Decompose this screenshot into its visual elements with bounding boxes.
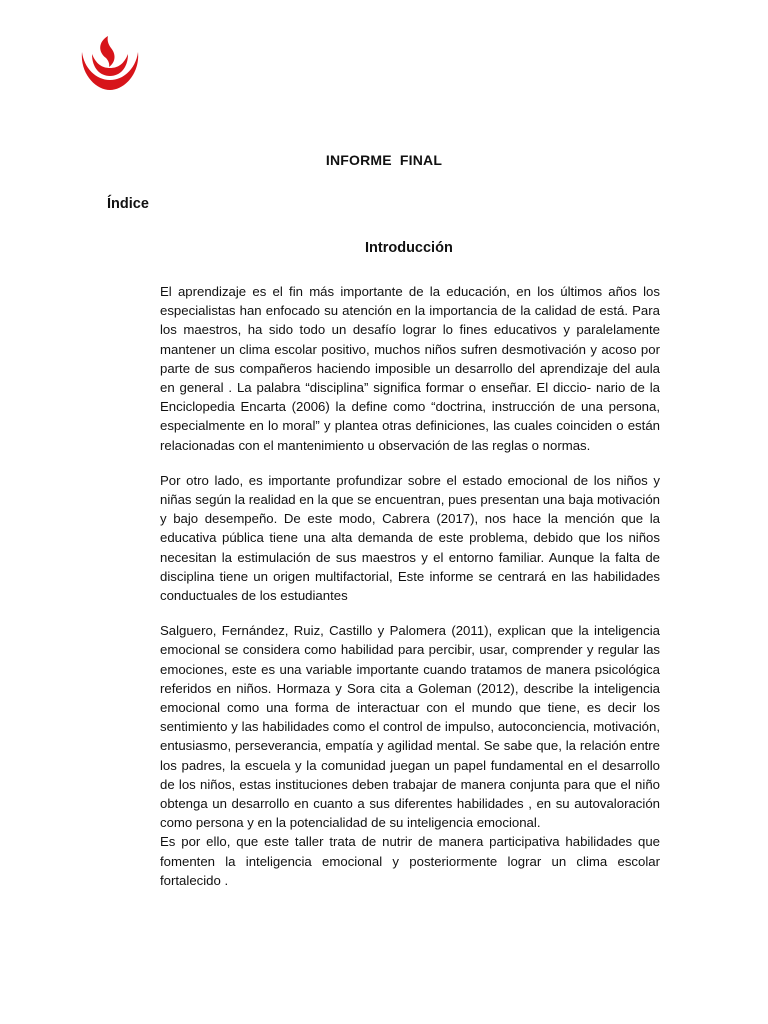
university-flame-logo-icon [78,34,142,92]
paragraph-4: Es por ello, que este taller trata de nutrir de manera participativa habilidades que fomenten la inteligencia emocional y posteriormente lograr un clima escolar fortalecido . [160,834,660,888]
paragraph-1: El aprendizaje es el fin más importante de la educación, en los últimos años los especialistas han enfocado su atención en la importancia de la calidad de está. Para los maestros, ha sido todo un desafío lograr lo fines educativos y paralelamente mantener un clima escolar positivo, muchos niños sufren desmotivación y acoso por parte de sus compañeros haciendo imposible un desarrollo del aprendizaje del aula en general . La palabra “disciplina” significa formar o enseñar. El diccio- nario de la Enciclopedia Encarta (2006) la define como “doctrina, instrucción de una persona, especialmente en lo moral” y plantea otras definiciones, las cuales coinciden o están relacionadas con el mantenimiento u observación de las reglas o normas. [160,284,660,453]
paragraph-2: Por otro lado, es importante profundizar sobre el estado emocional de los niños y niñas según la realidad en la que se encuentran, pues presentan una baja motivación y bajo desempeño. De este modo, Cabrera (2017), nos hace la mención que la educativa pública tiene una alta demanda de este problema, debido que los niños necesitan la estimulación de sus maestros y el entorno familiar. Aunque la falta de disciplina tiene un origen multifactorial, Este informe se centrará en las habilidades conductuales de los estudiantes [160,472,661,604]
paragraph-3: Salguero, Fernández, Ruiz, Castillo y Palomera (2011), explican que la inteligencia emocional se considera como habilidad para percibir, usar, comprender y regular las emociones, este es una variable importante cuando tratamos de manera psicológica referidos en niños. Hormaza y Sora cita a Goleman (2012), describe la inteligencia emocional como una forma de interactuar con el mundo que tiene, es decir los sentimiento y las habilidades como el control de impulso, autoconciencia, motivación, entusiasmo, perseverancia, empatía y agilidad mental. Se sabe que, la relación entre los padres, la escuela y la comunidad juegan un papel fundamental en el desarrollo de los niños, estas instituciones deben trabajar de manera conjunta para que el niño obtenga un desarrollo en cuanto a sus diferentes habilidades , en su autovaloración como persona y en la potencialidad de su inteligencia emocional. [160,623,660,831]
index-heading: Índice [107,196,149,212]
document-title: INFORME FINAL [325,152,443,168]
body-text [160,282,660,890]
introduction-heading: Introducción [365,240,453,256]
